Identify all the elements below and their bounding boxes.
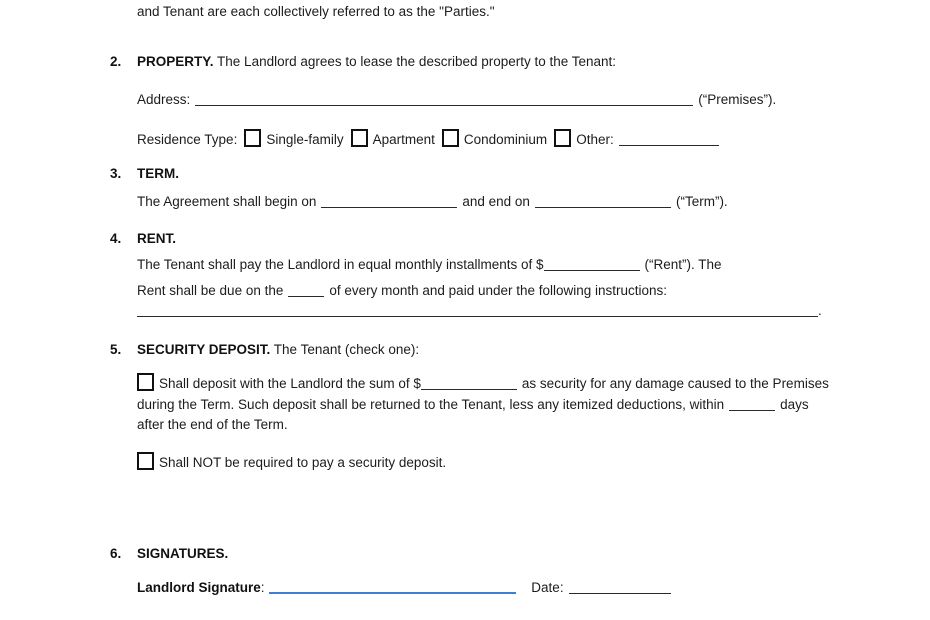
rent-line-2 — [137, 281, 667, 301]
rent-suffix-text: (“Rent”). The — [644, 257, 722, 272]
section-security-heading — [110, 340, 419, 360]
address-label: Address: — [137, 92, 191, 107]
security-deposit-amount-blank[interactable] — [421, 386, 517, 390]
landlord-signature-line — [137, 578, 671, 598]
residence-type-line — [137, 129, 719, 150]
section-signatures-title: SIGNATURES. — [137, 546, 229, 561]
rent-instructions-blank[interactable] — [137, 313, 818, 317]
section-property-heading — [110, 52, 616, 72]
residence-other-label: Other: — [576, 132, 614, 147]
residence-type-label: Residence Type: — [137, 132, 238, 147]
term-begin-date-blank[interactable] — [321, 204, 457, 208]
term-end-date-blank[interactable] — [535, 204, 671, 208]
security-no-deposit-checkbox[interactable] — [137, 452, 154, 470]
residence-condominium-checkbox[interactable] — [442, 129, 459, 147]
rent-line-1 — [137, 255, 722, 275]
rent-due-day-blank[interactable] — [288, 293, 324, 297]
section-property-body: The Landlord agrees to lease the described property to the Tenant: — [217, 54, 617, 69]
security-option2-text: Shall NOT be required to pay a security deposit. — [159, 455, 447, 470]
section-rent-heading — [110, 229, 176, 249]
residence-single-family-label: Single-family — [266, 132, 344, 147]
term-begin-text: The Agreement shall begin on — [137, 194, 317, 209]
date-label: Date: — [531, 580, 564, 595]
security-option1-middle: as security for any damage caused to the Premises during the Term. Such deposit shall be returned to the Tenant, less any itemized deductions, within — [137, 376, 829, 412]
section-term-title: TERM. — [137, 166, 179, 181]
residence-other-checkbox[interactable] — [554, 129, 571, 147]
premises-suffix: (“Premises”). — [698, 92, 777, 107]
residence-single-family-checkbox[interactable] — [244, 129, 261, 147]
security-deposit-days-blank[interactable] — [729, 407, 775, 411]
section-property-number: 2. — [110, 54, 122, 69]
address-line — [137, 90, 776, 110]
section-signatures-number: 6. — [110, 546, 122, 561]
section-property-title: PROPERTY. — [137, 54, 214, 69]
landlord-signature-field[interactable] — [269, 589, 516, 594]
rent-due-text: Rent shall be due on the — [137, 283, 284, 298]
rent-instructions-text: of every month and paid under the following instructions: — [329, 283, 668, 298]
rent-amount-text: The Tenant shall pay the Landlord in equal monthly installments of $ — [137, 257, 544, 272]
rent-line-3 — [137, 301, 822, 321]
section-security-subtitle: The Tenant (check one): — [273, 342, 420, 357]
section-rent-number: 4. — [110, 231, 122, 246]
rent-line3-period: . — [818, 303, 822, 318]
security-option-deposit — [137, 373, 829, 436]
date-blank-field[interactable] — [569, 590, 671, 594]
term-end-text: and end on — [462, 194, 530, 209]
security-option1-tail: days after the end of the Term. — [137, 396, 809, 432]
section-term-heading — [110, 164, 179, 184]
residence-apartment-label: Apartment — [372, 132, 435, 147]
security-deposit-checkbox[interactable] — [137, 373, 154, 391]
section-signatures-heading — [110, 544, 228, 564]
section-security-number: 5. — [110, 342, 122, 357]
section-term-number: 3. — [110, 166, 122, 181]
landlord-signature-colon: : — [260, 580, 265, 595]
residence-other-blank-field[interactable] — [619, 142, 719, 146]
intro-continuation-text: and Tenant are each collectively referred to as the "Parties." — [137, 4, 495, 19]
rent-amount-blank[interactable] — [544, 267, 640, 271]
residence-condominium-label: Condominium — [463, 132, 548, 147]
security-option1-before: Shall deposit with the Landlord the sum of $ — [159, 376, 421, 391]
residence-apartment-checkbox[interactable] — [351, 129, 368, 147]
landlord-signature-label: Landlord Signature — [137, 580, 261, 595]
section-security-title: SECURITY DEPOSIT. — [137, 342, 271, 357]
term-line — [137, 192, 728, 212]
section-rent-title: RENT. — [137, 231, 177, 246]
address-blank-field[interactable] — [195, 102, 693, 106]
security-option-no-deposit — [137, 452, 446, 473]
term-suffix: (“Term”). — [675, 194, 728, 209]
